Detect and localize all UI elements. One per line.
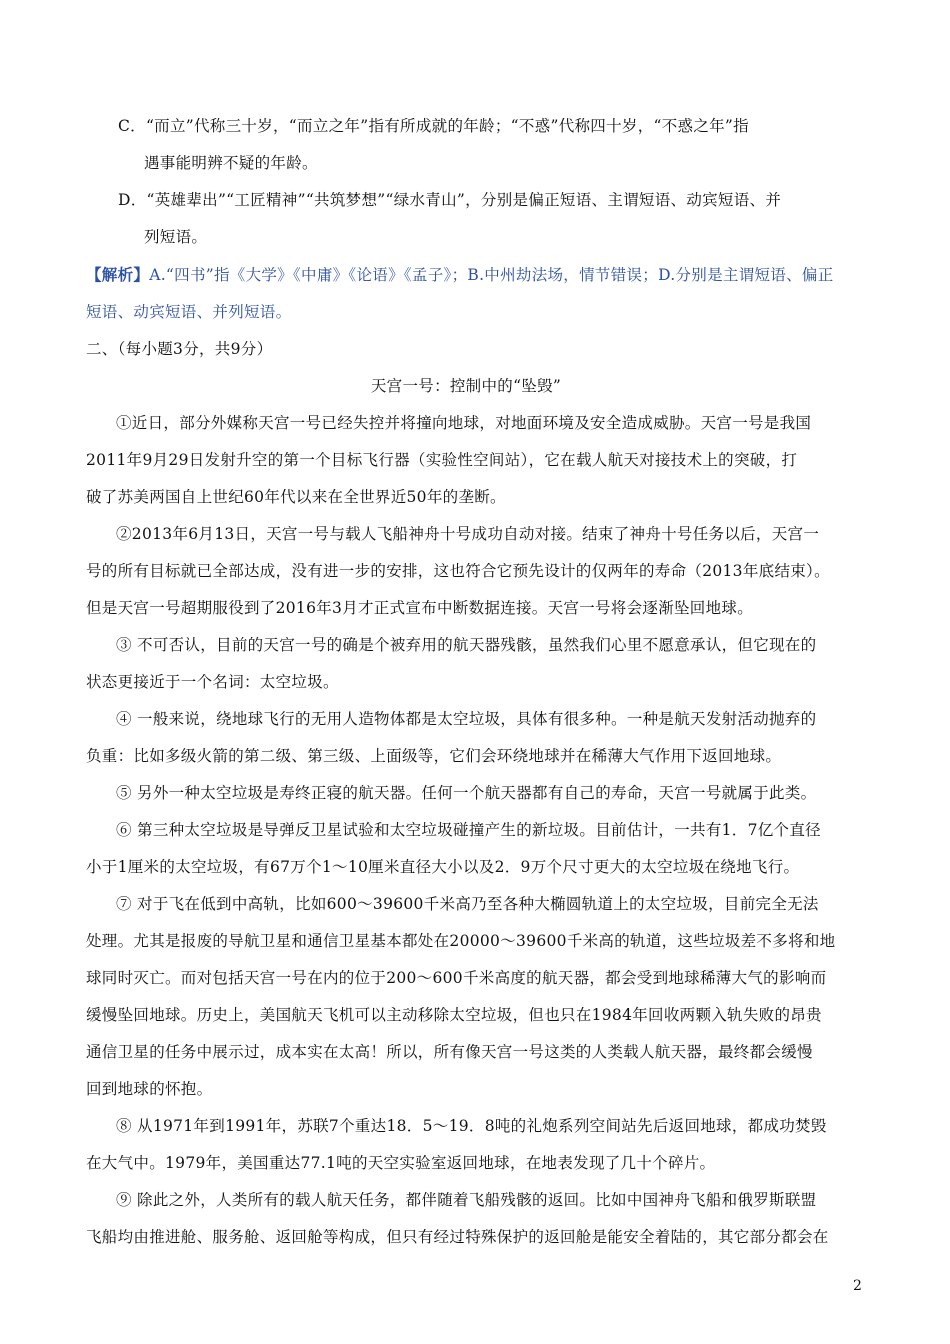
option-d-line-2: 列短语。 bbox=[144, 228, 208, 246]
paragraph-line: 回到地球的怀抱。 bbox=[86, 1080, 213, 1098]
paragraph-line: 2011年9月29日发射升空的第一个目标飞行器（实验性空间站），它在载人航天对接技术上的突破，打 bbox=[86, 451, 798, 469]
analysis-line-1 bbox=[86, 256, 866, 294]
analysis-text: A.“四书”指《大学》《中庸》《论语》《孟子》；B.中州劫法场，情节错误；D.分别是主谓短语、偏正 bbox=[149, 266, 834, 284]
paragraph-line: 飞船均由推进舱、服务舱、返回舱等构成，但只有经过特殊保护的返回舱是能安全着陆的，其它部分都会在 bbox=[86, 1228, 829, 1246]
option-c-line-1: C．“而立”代称三十岁，“而立之年”指有所成就的年龄；“不惑”代称四十岁，“不惑之年”指 bbox=[118, 117, 749, 135]
paragraph-line: ③ 不可否认，目前的天宫一号的确是个被弃用的航天器残骸，虽然我们心里不愿意承认，但它现在的 bbox=[116, 636, 817, 654]
article-title: 天宫一号：控制中的“坠毁” bbox=[370, 377, 562, 395]
paragraph-line: 号的所有目标就已全部达成，没有进一步的安排，这也符合它预先设计的仅两年的寿命（2013年底结束）。 bbox=[86, 562, 830, 580]
paragraph-line: 小于1厘米的太空垃圾，有67万个1～10厘米直径大小以及2．9万个尺寸更大的太空垃圾在绕地飞行。 bbox=[86, 858, 800, 876]
paragraph-line: 破了苏美两国自上世纪60年代以来在全世界近50年的垄断。 bbox=[86, 488, 506, 506]
paragraph-line: ⑧ 从1971年到1991年，苏联7个重达18．5～19．8吨的礼炮系列空间站先后返回地球，都成功焚毁 bbox=[116, 1117, 827, 1135]
option-d-line-1: D．“英雄辈出”“工匠精神”“共筑梦想”“绿水青山”，分别是偏正短语、主谓短语、动宾短语、并 bbox=[118, 191, 782, 209]
paragraph-line: 在大气中。1979年，美国重达77.1吨的天空实验室返回地球，在地表发现了几十个碎片。 bbox=[86, 1154, 716, 1172]
analysis-line-2: 短语、动宾短语、并列短语。 bbox=[86, 303, 292, 321]
paragraph-line: 通信卫星的任务中展示过，成本实在太高！所以，所有像天宫一号这类的人类载人航天器，最终都会缓慢 bbox=[86, 1043, 813, 1061]
paragraph-line: ②2013年6月13日，天宫一号与载人飞船神舟十号成功自动对接。结束了神舟十号任务以后，天宫一 bbox=[116, 525, 820, 543]
paragraph-line: ⑤ 另外一种太空垃圾是寿终正寝的航天器。任何一个航天器都有自己的寿命，天宫一号就属于此类。 bbox=[116, 784, 817, 802]
section-heading: 二、（每小题3分，共9分） bbox=[86, 340, 273, 358]
option-c-line-2: 遇事能明辨不疑的年龄。 bbox=[144, 154, 318, 172]
paragraph-line: ⑥ 第三种太空垃圾是导弹反卫星试验和太空垃圾碰撞产生的新垃圾。目前估计，一共有1．7亿个直径 bbox=[116, 821, 821, 839]
paragraph-line: 但是天宫一号超期服役到了2016年3月才正式宣布中断数据连接。天宫一号将会逐渐坠回地球。 bbox=[86, 599, 754, 617]
paragraph-line: 处理。尤其是报废的导航卫星和通信卫星基本都处在20000～39600千米高的轨道，这些垃圾差不多将和地 bbox=[86, 932, 836, 950]
paragraph-line: ⑦ 对于飞在低到中高轨，比如600～39600千米高乃至各种大椭圆轨道上的太空垃圾，目前完全无法 bbox=[116, 895, 819, 913]
paragraph-line: ④ 一般来说，绕地球飞行的无用人造物体都是太空垃圾，具体有很多种。一种是航天发射活动抛弃的 bbox=[116, 710, 817, 728]
paragraph-line: 缓慢坠回地球。历史上，美国航天飞机可以主动移除太空垃圾，但也只在1984年回收两颗入轨失败的昂贵 bbox=[86, 1006, 822, 1024]
page-number: 2 bbox=[853, 1278, 862, 1294]
paragraph-line: 负重：比如多级火箭的第二级、第三级、上面级等，它们会环绕地球并在稀薄大气作用下返回地球。 bbox=[86, 747, 782, 765]
paragraph-line: 状态更接近于一个名词：太空垃圾。 bbox=[86, 673, 339, 691]
paragraph-line: ①近日，部分外媒称天宫一号已经失控并将撞向地球，对地面环境及安全造成威胁。天宫一号是我国 bbox=[116, 414, 812, 432]
analysis-tag: 【解析】 bbox=[86, 265, 150, 284]
page-content bbox=[86, 108, 866, 1256]
paragraph-line: 球同时灭亡。而对包括天宫一号在内的位于200～600千米高度的航天器，都会受到地球稀薄大气的影响而 bbox=[86, 969, 827, 987]
paragraph-line: ⑨ 除此之外，人类所有的载人航天任务，都伴随着飞船残骸的返回。比如中国神舟飞船和俄罗斯联盟 bbox=[116, 1191, 817, 1209]
